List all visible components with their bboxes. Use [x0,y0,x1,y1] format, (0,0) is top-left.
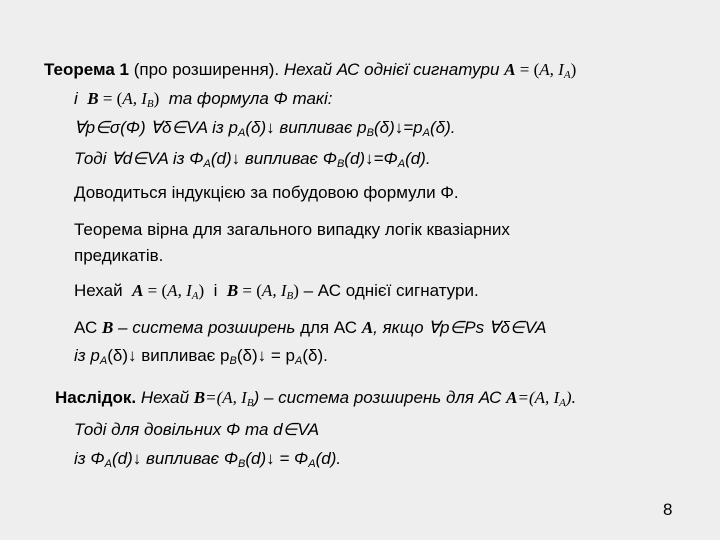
general-note-2: предикатів. [74,246,164,265]
corollary-mid: ) – система розширень для АС [253,388,502,407]
corollary-line3-d: (d). [315,449,342,468]
ext-tail: – АС однієї сигнатури. [298,281,479,300]
ext-line3-d: (δ). [302,346,328,365]
ext-line3-b: (δ)↓ випливає p [107,346,230,365]
corollary-B: B [193,388,206,407]
then-part-1: Тоді ∀d∈VA із Φ [74,149,204,168]
theorem-line2-tail: та формула Φ такі: [168,89,333,108]
ext-def-line-1: Нехай A = (A, $I_A$) і B = (A, $I_B$) – АС однієї сигнатури. [74,281,479,302]
theorem-A: A [504,60,516,79]
ext-close: ) [198,281,205,300]
ext-def-line-2: АС B – система розширень для АС A, якщо ∀p∈Ps ∀δ∈VA [74,318,547,337]
then-part-4: (d). [405,149,431,168]
theorem-sub-B: B [146,98,154,110]
cond-part-3: (δ)↓=p [373,118,423,137]
ext-def-line-3: із $p_A(\delta)↓$ випливає $p_B(\delta)↓ = p_A(\delta)$. [74,346,328,367]
theorem-B-var: A [122,89,133,108]
ext-line2-c: для АС [295,318,362,337]
cond-part-2: (δ)↓ випливає p [245,118,367,137]
theorem-title-note: (про розширення). [133,60,280,79]
theorem-B: B [87,89,99,108]
corollary-line3-c: (d)↓ = Φ [245,449,309,468]
theorem-line-2: і B = (A, $I_B$) та формула Φ такі: [74,89,333,110]
cond-part-4: (δ). [429,118,456,137]
ext-sub-A: A [191,290,199,302]
ext-line2-a: АС [74,318,98,337]
ext-line3-a: із p [74,346,100,365]
theorem-heading [44,60,576,80]
corollary-line3-a: із Φ [74,449,105,468]
corollary-title: Наслідок. [55,388,137,407]
theorem-and: і [74,89,78,108]
ext-mid: = ( [143,281,168,300]
theorem-I: , I [549,60,564,79]
ext-A: A [132,281,144,300]
corollary-line-2: Тоді для довільних Φ та d∈VA [74,420,320,439]
corollary-sub-A: A [559,397,566,409]
general-note-1: Теорема вірна для загального випадку логік квазіарних [74,220,510,239]
theorem-lead: Нехай АС однієї сигнатури [283,60,500,79]
corollary-line-1 [55,388,576,408]
corollary-sub-B: B [246,397,254,409]
then-part-2: (d)↓ випливає Φ [210,149,337,168]
ext-lead: Нехай [74,281,123,300]
ext-line3-c: (δ)↓ = p [236,346,295,365]
ext-B: B [226,281,239,300]
ext-sub-B: B [286,290,294,302]
corollary-A-def: =(A, I [517,388,560,407]
theorem-conclusion: Тоді ∀d∈VA із $\Phi_A(d)↓$ випливає $\Phi_B(d)↓=\Phi_A(d)$. [74,149,431,170]
page-number: 8 [663,500,673,519]
theorem-condition: ∀p∈σ(Φ) ∀δ∈VA із $p_A(\delta)↓$ випливає $p_B(\delta)↓=p_A(\delta)$. [74,118,456,139]
corollary-lead: Нехай [140,388,190,407]
ext-line2-d: , якщо ∀p∈Ps ∀δ∈VA [373,318,547,337]
cond-part-1: ∀p∈σ(Φ) ∀δ∈VA із p [74,118,238,137]
proof-note: Доводиться індукцією за побудовою формули Φ. [74,183,459,202]
theorem-eq: = ( [515,60,540,79]
ext-and: і [213,281,218,300]
corollary-end: ). [565,388,576,407]
theorem-sub-A: A [563,69,571,81]
corollary-B-def: =(A, I [205,388,247,407]
corollary-line3-b: (d)↓ випливає Φ [111,449,239,468]
corollary-A: A [506,388,518,407]
theorem-title: Теорема 1 [44,60,129,79]
then-part-3: (d)↓=Φ [344,149,398,168]
corollary-line-3: із $\Phi_A(d)↓$ випливає $\Phi_B(d)↓ = \Phi_A(d)$. [74,449,342,470]
theorem-A-var: A [539,60,550,79]
ext-line2-b: – система розширень [113,318,296,337]
ext-A-var: A [167,281,178,300]
theorem-close: ) [570,60,577,79]
ext-I: , I [177,281,192,300]
